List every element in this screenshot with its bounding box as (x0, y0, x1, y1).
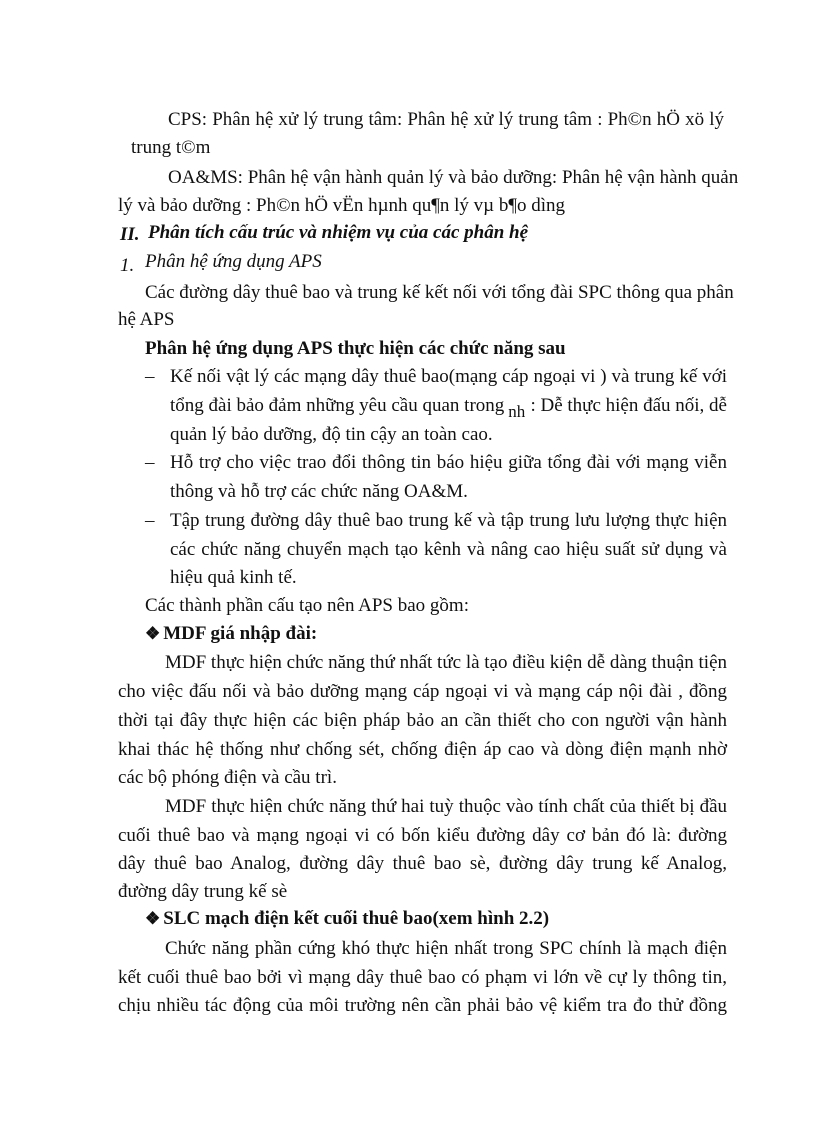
diamond-bullet-icon: ❖ (145, 624, 161, 643)
mdf-heading (145, 622, 317, 646)
mdf-para2-line-3: dây thuê bao Analog, đường dây thuê bao sè, đường dây trung kế Analog, (118, 853, 727, 874)
mdf-para1-line-4: khai thác hệ thống như chống sét, chống điện áp cao và dòng điện mạnh nhờ (118, 739, 727, 760)
bullet-dash: – (145, 452, 155, 473)
diamond-bullet-icon: ❖ (145, 909, 161, 928)
cps-line-2: trung t©m (131, 137, 211, 158)
mdf-para2-line-4: đường dây trung kế sè (118, 881, 288, 902)
bullet-1-line-2 (170, 394, 727, 424)
bullet-3-line-1: Tập trung đường dây thuê bao trung kế và tập trung lưu lượng thực hiện (170, 510, 727, 531)
bullet-dash: – (145, 510, 155, 531)
bullet-1-line-3: quản lý bảo dưỡng, độ tin cậy an toàn cao. (170, 424, 493, 445)
slc-para-line-1: Chức năng phần cứng khó thực hiện nhất trong SPC chính là mạch điện (165, 938, 727, 959)
para-aps-line-2: hệ APS (118, 309, 175, 330)
slc-para-line-3: chịu nhiều tác động của môi trường nên cần phải bảo vệ kiểm tra đo thử đồng (118, 995, 727, 1016)
mdf-para1-line-2: cho việc đấu nối và bảo dưỡng mạng cáp ngoại vi và mạng cáp nội đài , đồng (118, 681, 727, 702)
components-line: Các thành phần cấu tạo nên APS bao gồm: (145, 595, 469, 616)
slc-para-line-2: kết cuối thuê bao bởi vì mạng dây thuê bao có phạm vi lớn về cự ly thông tin, (118, 967, 727, 988)
bullet-2-line-2: thông và hỗ trợ các chức năng OA&M. (170, 481, 468, 502)
slc-heading-text: SLC mạch điện kết cuối thuê bao(xem hình 2.2) (163, 908, 550, 929)
oams-line-1: OA&MS: Phân hệ vận hành quản lý và bảo dưỡng: Phân hệ vận hành quản (168, 167, 739, 188)
mdf-para1-line-1: MDF thực hiện chức năng thứ nhất tức là tạo điều kiện dễ dàng thuận tiện (165, 652, 727, 673)
para-aps-line-1: Các đường dây thuê bao và trung kế kết nối với tổng đài SPC thông qua phân (145, 282, 734, 303)
subsection-number: 1. (120, 255, 135, 276)
cps-line-1: CPS: Phân hệ xử lý trung tâm: Phân hệ xử lý trung tâm : Ph©n hÖ xö lý (168, 109, 724, 130)
mdf-para1-line-5: các bộ phóng điện và cầu trì. (118, 767, 337, 788)
bullet-1-line-2-a: tổng đài bảo đảm những yêu cầu quan trong nh (170, 395, 526, 421)
bullet-1-line-2-b: : Dễ thực hiện đấu nối, dễ (530, 395, 727, 416)
mdf-para1-line-3: thời tại đây thực hiện các biện pháp bảo an cần thiết cho con người vận hành (118, 710, 727, 731)
subscript-nh: nh (508, 402, 526, 421)
section-number: II. (120, 224, 140, 245)
aps-functions-heading: Phân hệ ứng dụng APS thực hiện các chức năng sau (145, 338, 566, 359)
mdf-para2-line-1: MDF thực hiện chức năng thứ hai tuỳ thuộc vào tính chất của thiết bị đầu (165, 796, 727, 817)
mdf-para2-line-2: cuối thuê bao và mạng ngoại vi có bốn kiểu đường dây cơ bản đó là: đường (118, 825, 727, 846)
bullet-2-line-1: Hỗ trợ cho việc trao đổi thông tin báo hiệu giữa tổng đài với mạng viễn (170, 452, 727, 473)
bullet-3-line-3: hiệu quả kinh tế. (170, 567, 297, 588)
bullet-3-line-2: các chức năng chuyển mạch tạo kênh và nâng cao hiệu suất sử dụng và (170, 539, 727, 560)
oams-line-2: lý và bảo dưỡng : Ph©n hÖ vËn hµnh qu¶n lý vµ b¶o dìng (118, 195, 566, 216)
mdf-heading-text: MDF giá nhập đài: (163, 623, 318, 644)
section-heading: Phân tích cấu trúc và nhiệm vụ của các phân hệ (148, 222, 529, 243)
slc-heading (145, 907, 549, 931)
subsection-heading: Phân hệ ứng dụng APS (145, 251, 322, 272)
bullet-1-line-1: Kế nối vật lý các mạng dây thuê bao(mạng cáp ngoại vi ) và trung kế với (170, 366, 727, 387)
bullet-dash: – (145, 366, 155, 387)
